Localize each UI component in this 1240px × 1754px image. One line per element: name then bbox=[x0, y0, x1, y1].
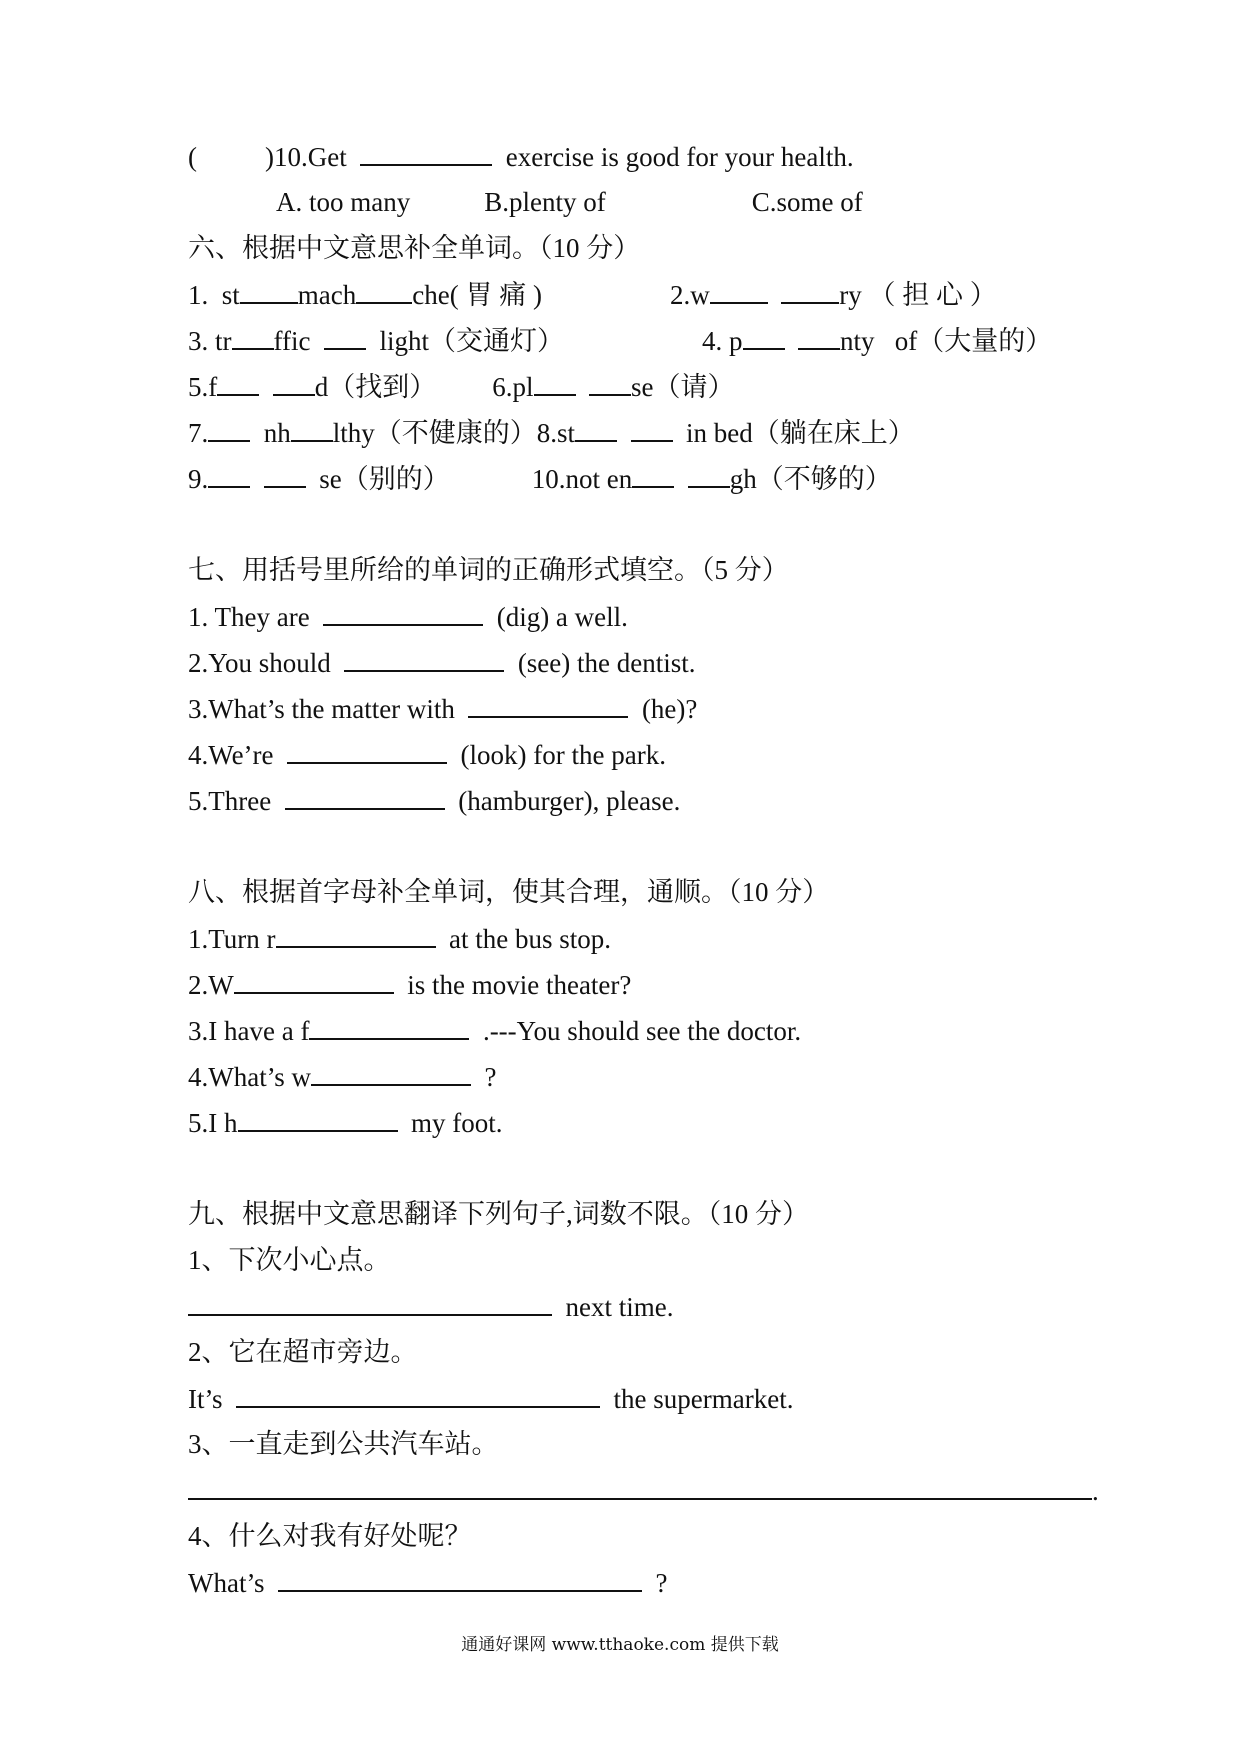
section-9-question-2: 2、它在超市旁边。 bbox=[188, 1337, 418, 1367]
section-9-question-3: 3、一直走到公共汽车站。 bbox=[188, 1429, 499, 1459]
section-8-item-5: 5.I h my foot. bbox=[188, 1108, 503, 1138]
section-9-heading: 九、根据中文意思翻译下列句子,词数不限。（10 分） bbox=[188, 1199, 809, 1229]
section-8-item-2: 2.W is the movie theater? bbox=[188, 970, 632, 1000]
answer-blank[interactable] bbox=[360, 140, 492, 166]
section-6-row-5: 9. se（别的） 10.not en gh（不够的） bbox=[188, 464, 892, 494]
section-8-item-1: 1.Turn r at the bus stop. bbox=[188, 924, 612, 954]
section-7-item-4: 4.We’re (look) for the park. bbox=[188, 740, 666, 770]
section-7-heading: 七、用括号里所给的单词的正确形式填空。（5 分） bbox=[188, 555, 789, 585]
section-7-item-1: 1. They are (dig) a well. bbox=[188, 602, 628, 632]
section-6-row-2: 3. tr ffic light（交通灯） 4. p nty of（大量的） bbox=[188, 326, 1053, 356]
section-7-item-2: 2.You should (see) the dentist. bbox=[188, 648, 696, 678]
question-10-options bbox=[276, 186, 863, 218]
section-8-item-3: 3.I have a f .---You should see the doctor. bbox=[188, 1016, 802, 1046]
section-9-question-4: 4、什么对我有好处呢？ bbox=[188, 1521, 472, 1551]
section-9-answer-3: . bbox=[188, 1474, 1099, 1507]
option-a: A. too many bbox=[276, 187, 411, 217]
section-7-item-3: 3.What’s the matter with (he)? bbox=[188, 694, 698, 724]
section-8-heading: 八、根据首字母补全单词，使其合理，通顺。（10 分） bbox=[188, 877, 830, 907]
option-b: B.plenty of bbox=[484, 187, 606, 217]
question-10: ( )10.Get exercise is good for your health. bbox=[188, 142, 854, 172]
section-7-item-5: 5.Three (hamburger), please. bbox=[188, 786, 681, 816]
section-9-answer-4: What’s ? bbox=[188, 1568, 668, 1598]
section-6-row-4: 7. nh lthy（不健康的）8.st in bed（躺在床上） bbox=[188, 418, 915, 448]
section-9-question-1: 1、下次小心点。 bbox=[188, 1245, 391, 1275]
section-6-heading: 六、根据中文意思补全单词。（10 分） bbox=[188, 233, 641, 263]
footer: 通通好课网 www.tthaoke.com 提供下载 bbox=[461, 1635, 779, 1655]
section-6-row-1: 1. st mach che( 胃 痛 ) 2.w ry （ 担 心 ） bbox=[188, 280, 997, 310]
section-9-answer-2: It’s the supermarket. bbox=[188, 1384, 794, 1414]
section-6-row-3: 5.f d（找到） 6.pl se（请） bbox=[188, 372, 735, 402]
option-c: C.some of bbox=[751, 187, 863, 217]
section-8-item-4: 4.What’s w ? bbox=[188, 1062, 497, 1092]
section-9-answer-1: next time. bbox=[188, 1290, 673, 1323]
